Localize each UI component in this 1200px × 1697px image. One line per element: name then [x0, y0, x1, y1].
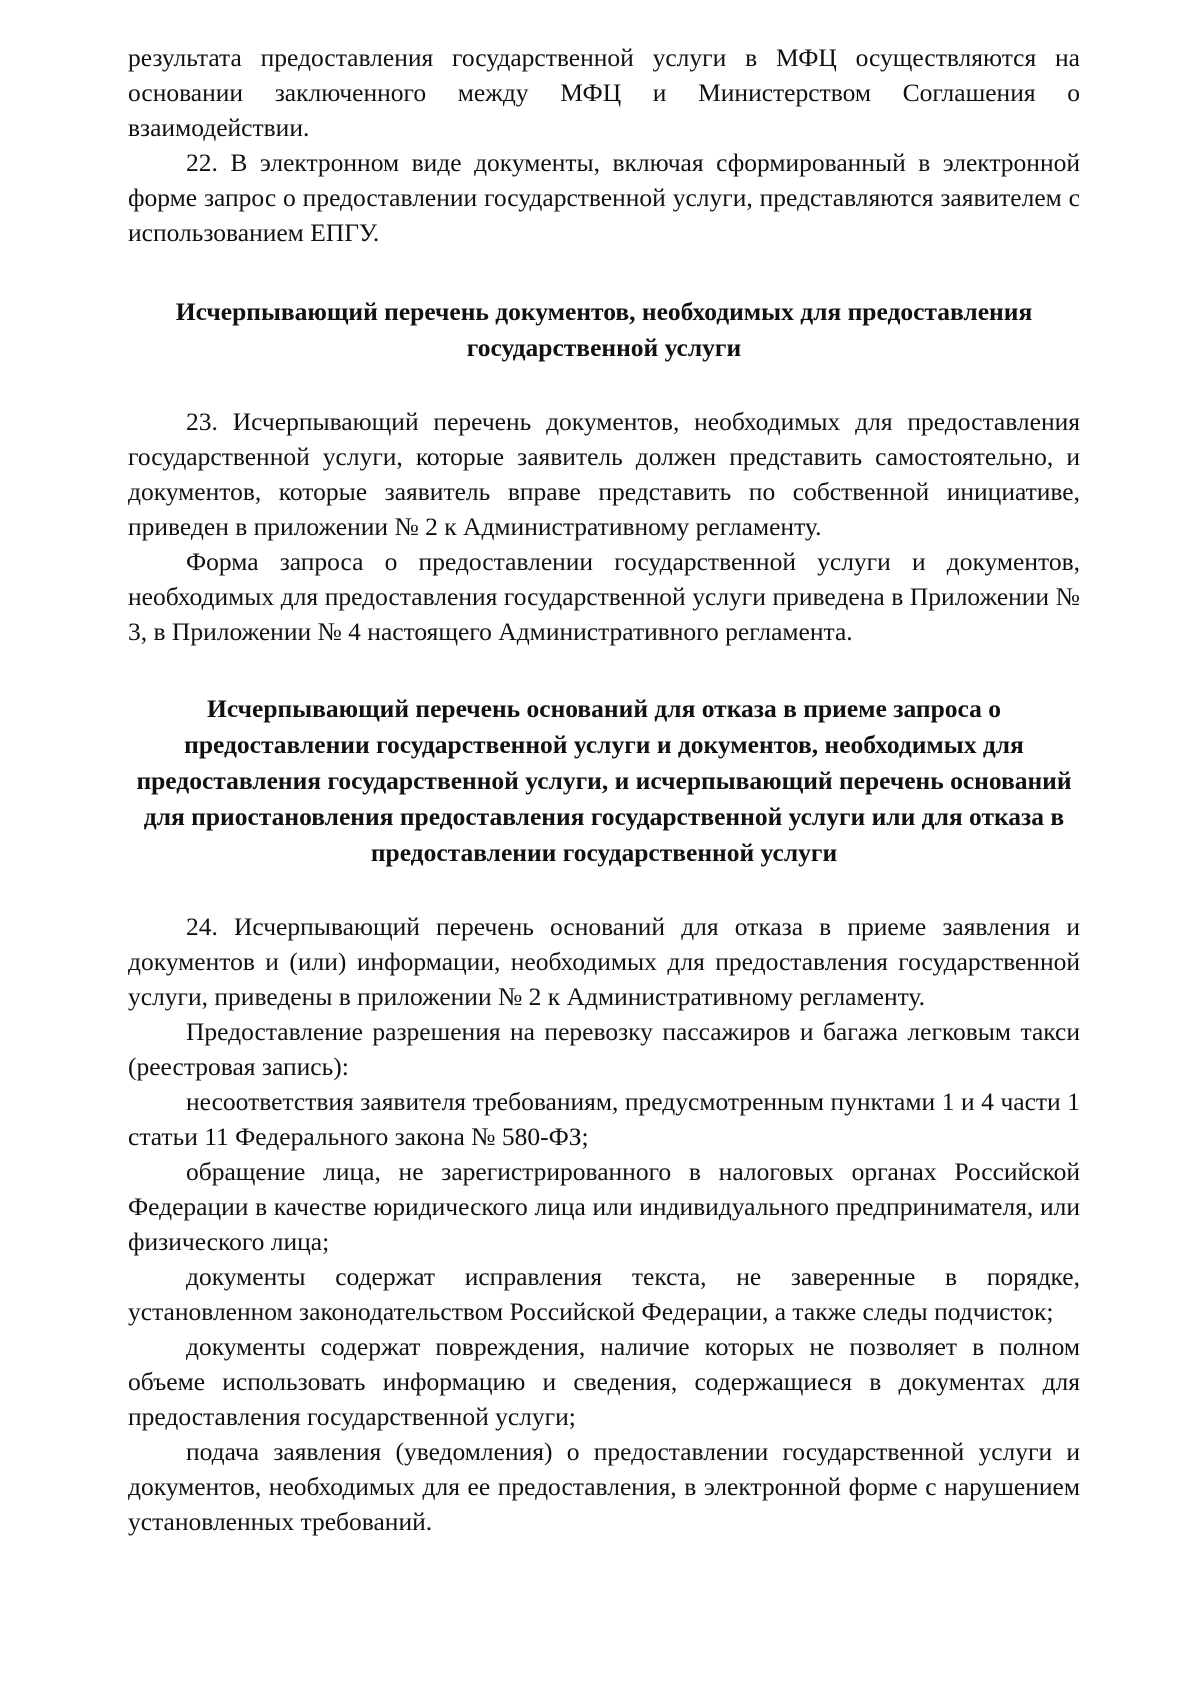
paragraph-24: 24. Исчерпывающий перечень оснований для отказа в приеме заявления и документов и (или) информации, необходимых для предоставления государственной услуги, приведены в приложении № 2 к Административному регламенту. — [128, 912, 1080, 1011]
paragraph-23-form: Форма запроса о предоставлении государственной услуги и документов, необходимых для предоставления государственной услуги приведена в Приложении № 3, в Приложении № 4 настоящего Административного регламента. — [128, 547, 1080, 646]
paragraph-23: 23. Исчерпывающий перечень документов, необходимых для предоставления государственной услуги, которые заявитель должен представить самостоятельно, и документов, которые заявитель вправе представить по собственной инициативе, приведен в приложении № 2 к Административному регламенту. — [128, 407, 1080, 541]
paragraph-24-item-tax-registration: обращение лица, не зарегистрированного в налоговых органах Российской Федерации в качестве юридического лица или индивидуального предпринимателя, или физического лица; — [128, 1157, 1080, 1256]
paragraph-24-item-corrections: документы содержат исправления текста, не заверенные в порядке, установленном законодательством Российской Федерации, а также следы подчисток; — [128, 1262, 1080, 1326]
document-page — [128, 40, 1080, 1539]
section-heading-documents: Исчерпывающий перечень документов, необходимых для предоставления государственной услуги — [175, 297, 1033, 362]
paragraph-22: 22. В электронном виде документы, включая сформированный в электронной форме запрос о предоставлении государственной услуги, представляются заявителем с использованием ЕПГУ. — [128, 148, 1080, 247]
paragraph-intro: результата предоставления государственной услуги в МФЦ осуществляются на основании заключенного между МФЦ и Министерством Соглашения о взаимодействии. — [128, 43, 1080, 142]
paragraph-24-item-electronic: подача заявления (уведомления) о предоставлении государственной услуги и документов, необходимых для ее предоставления, в электронной форме с нарушением установленных требований. — [128, 1437, 1080, 1536]
paragraph-24-taxi: Предоставление разрешения на перевозку пассажиров и багажа легковым такси (реестровая запись): — [128, 1017, 1080, 1081]
section-heading-refusal-grounds: Исчерпывающий перечень оснований для отказа в приеме запроса о предоставлении государственной услуги и документов, необходимых для предоставления государственной услуги, и исчерпывающий перечень оснований для приостановления предоставления государственной услуги или для отказа в предоставлении государственной услуги — [136, 694, 1072, 867]
paragraph-24-item-damage: документы содержат повреждения, наличие которых не позволяет в полном объеме использовать информацию и сведения, содержащиеся в документах для предоставления государственной услуги; — [128, 1332, 1080, 1431]
paragraph-24-item-requirements: несоответствия заявителя требованиям, предусмотренным пунктами 1 и 4 части 1 статьи 11 Федерального закона № 580-ФЗ; — [128, 1087, 1080, 1151]
